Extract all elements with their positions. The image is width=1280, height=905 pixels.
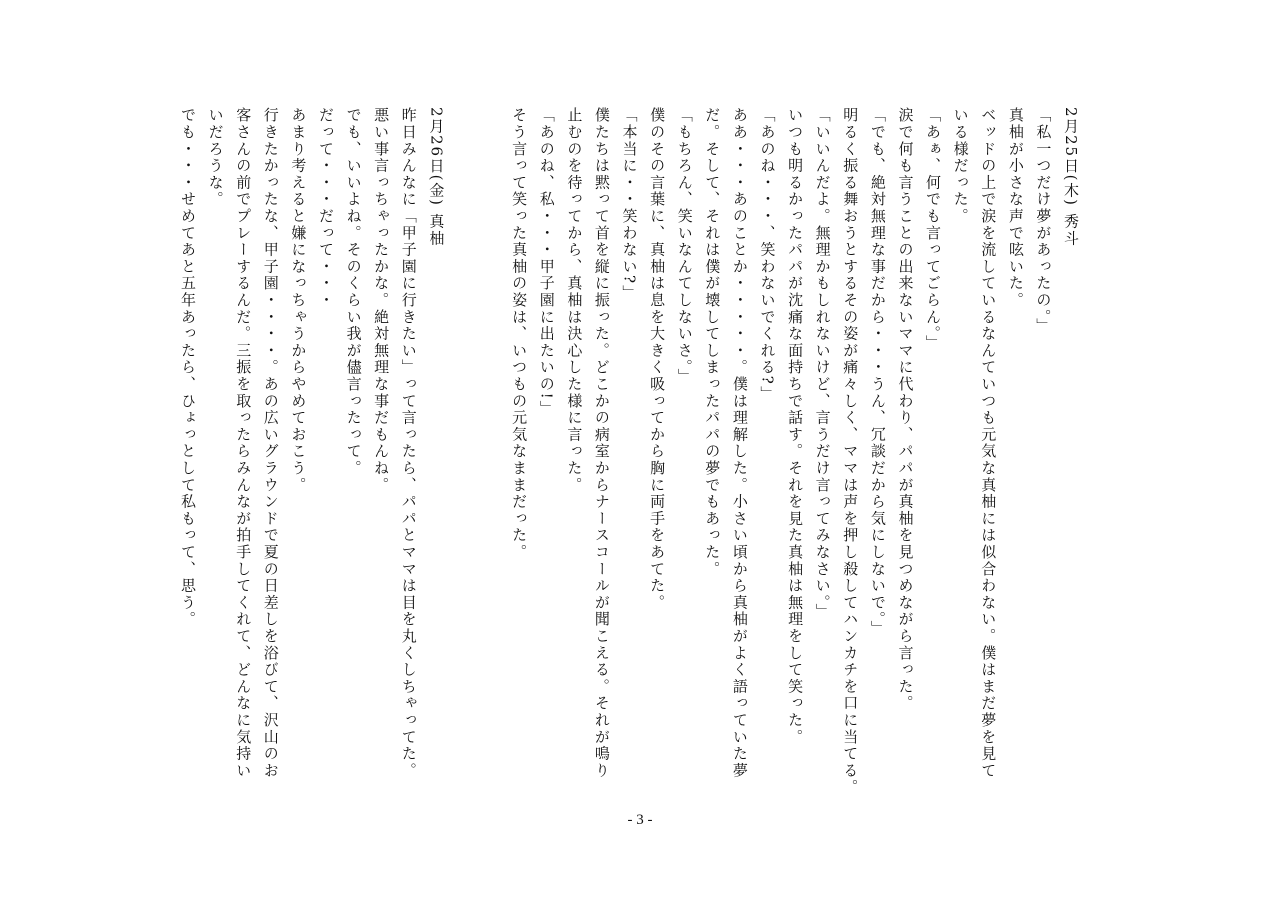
- text-line: いつも明るかったパパが沈痛な面持ちで話す。それを見た真柚は無理をして笑った。: [786, 107, 805, 746]
- text-line: ベッドの上で涙を流しているなんていつも元気な真柚には似合わない。僕はまだ夢を見て: [979, 107, 998, 779]
- diary-entry-feb26: [173, 107, 449, 807]
- text-line: 「あのね・・・、笑わないでくれる?」: [758, 107, 777, 403]
- page-number: - 3 -: [627, 812, 653, 828]
- text-line: あまり考えると嫌になっちゃうからやめておこう。: [289, 107, 308, 494]
- text-line: 真柚が小さな声で呟いた。: [1006, 107, 1025, 309]
- text-line: 行きたかったな、甲子園・・・・。あの広いグラウンドで夏の日差しを浴びて、沢山のお: [261, 107, 280, 779]
- text-line: 昨日みんなに「甲子園に行きたい」って言ったら、パパとママは目を丸くしちゃってた。: [399, 107, 418, 779]
- text-line: そう言って笑った真柚の姿は、いつもの元気なままだった。: [510, 107, 529, 561]
- entry-heading: 2月25日(木) 秀斗: [1062, 107, 1080, 247]
- text-line: 「もちろん、笑いなんてしないさ。」: [675, 107, 694, 386]
- text-line: 客さんの前でプレーするんだ。三振を取ったらみんなが拍手してくれて、どんなに気持い: [234, 107, 253, 779]
- entry-gap: [449, 107, 477, 807]
- text-line: 明るく振る舞おうとするその姿が痛々しく、ママは声を押し殺してハンカチを口に当てる。: [841, 107, 860, 796]
- text-line: いだろうな。: [206, 107, 225, 208]
- text-line: 「本当に・・笑わない?」: [620, 107, 639, 302]
- text-line: 悪い事言っちゃったかな。絶対無理な事だもんね。: [372, 107, 391, 494]
- entry-heading: 2月26日(金) 真柚: [427, 107, 446, 247]
- text-line: 僕たちは黙って首を縦に振った。どこかの病室からナースコールが聞こえる。それが鳴り: [592, 107, 611, 779]
- diary-entry-feb25: [505, 107, 1084, 807]
- text-line: 僕のその言葉に、真柚は息を大きく吸ってから胸に両手をあてた。: [648, 107, 667, 611]
- entry-gap: [477, 107, 505, 807]
- text-line: 止むのを待ってから、真柚は決心した様に言った。: [565, 107, 584, 494]
- text-line: 涙で何も言うことの出来ないママに代わり、パパが真柚を見つめながら言った。: [896, 107, 915, 712]
- text-line: 「でも、絶対無理な事だから・・・うん、冗談だから気にしないで。」: [868, 107, 887, 638]
- text-line: 「あのね、私・・・甲子園に出たいの!」: [537, 107, 556, 418]
- text-line: だって・・・だって・・・: [316, 107, 335, 309]
- text-line: 「いいんだよ。無理かもしれないけど、言うだけ言ってみなさい。」: [813, 107, 832, 621]
- text-line: いる様だった。: [951, 107, 970, 225]
- text-line: 「あぁ、何でも言ってごらん。」: [924, 107, 943, 352]
- text-line: だ。そして、それは僕が壊してしまったパパの夢でもあった。: [703, 107, 722, 578]
- vertical-text-body: [173, 107, 1084, 807]
- text-line: でも・・・せめてあと五年あったら、ひょっとして私もって、思う。: [179, 107, 197, 628]
- text-line: 「私一つだけ夢があったの。」: [1034, 107, 1053, 335]
- text-line: でも、いいよね。そのくらい我が儘言ったって。: [344, 107, 363, 477]
- text-line: ああ・・・あのことか・・・・・。僕は理解した。小さい頃から真柚がよく語っていた夢: [730, 107, 749, 779]
